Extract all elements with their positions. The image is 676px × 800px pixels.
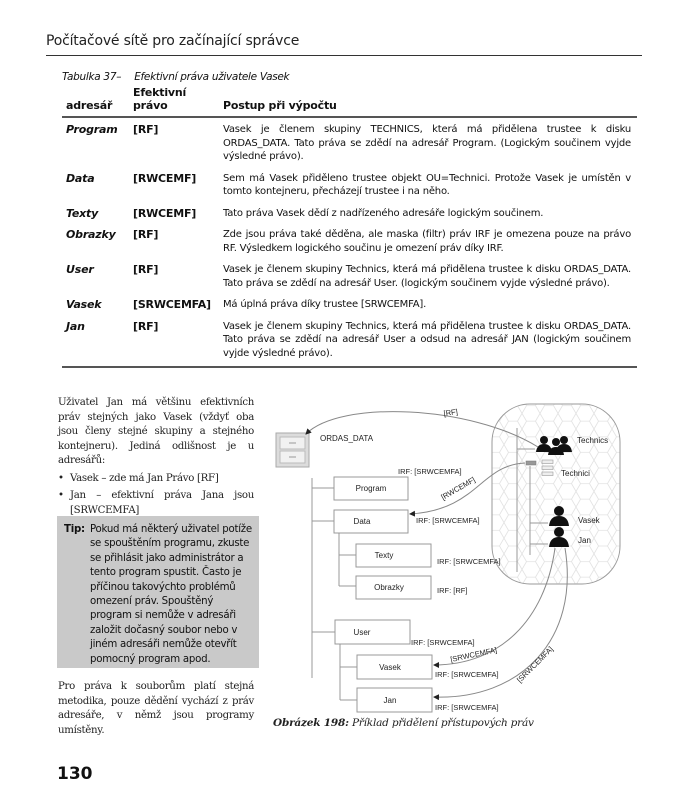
row-procedure: Má úplná práva díky trustee [SRWCEMFA]. <box>223 299 427 310</box>
folder-data[interactable] <box>334 510 408 533</box>
tip-box <box>57 516 259 668</box>
tip-label: Tip: <box>64 524 85 535</box>
folder-texty-label: Texty <box>374 551 394 560</box>
header-directory: adresář <box>66 99 113 112</box>
trustee-label-vasek: [SRWCEMFA] <box>449 645 498 664</box>
irf-program: IRF: [SRWCEMFA] <box>398 467 462 476</box>
group-label: Technics <box>577 436 609 445</box>
user-jan-label: Jan <box>578 536 591 545</box>
table-caption-title: Efektivní práva uživatele Vasek <box>134 71 290 83</box>
nds-tree-container <box>492 404 620 584</box>
header-rights-line2: právo <box>133 99 168 112</box>
folder-program-label: Program <box>355 484 387 493</box>
bullet-text: Jan – efektivní práva Jana jsou [SRWCEMFA] <box>70 490 254 516</box>
table-caption <box>62 71 289 83</box>
closing-paragraph: Pro práva k souborům platí stejná metodika, pouze dědění vychází z práv adresáře, v němž jsou programy umístěny. <box>58 681 254 736</box>
running-title: Počítačové sítě pro začínající správce <box>46 33 300 49</box>
table-row <box>62 117 637 167</box>
row-procedure: Sem má Vasek přiděleno trustee objekt OU=Technici. Protože Vasek je umístěn v tomto kontejneru, přecházejí trustee i na něho. <box>223 172 631 197</box>
header-procedure: Postup při výpočtu <box>223 99 337 112</box>
figure-caption <box>273 717 534 729</box>
irf-user: IRF: [SRWCEMFA] <box>411 638 475 647</box>
user-vasek-label: Vasek <box>578 516 600 525</box>
table-row <box>62 293 637 315</box>
row-directory: Program <box>66 123 118 136</box>
row-procedure: Zde jsou práva také děděna, ale maska (filtr) práv IRF je omezena pouze na právo RF. Výsledkem logického součinu je omezení práv díky IRF. <box>223 229 631 254</box>
effective-rights-table <box>62 86 637 368</box>
page-number: 130 <box>57 764 93 784</box>
irf-jan: IRF: [SRWCEMFA] <box>435 703 499 712</box>
table-bottom-rule <box>62 367 637 368</box>
ou-label: Technici <box>561 469 590 478</box>
tip-text: Pokud má některý uživatel potíže se spouštěním programu, zkuste se přihlásit jako administrátor a tento program spustit. Často je příčinou takovýchto problémů omezení práv. Spouštěný program si nemůže v adresáři založit dočasný soubor nebo v jiném adresáři nemůže otevřít pomocný program apod. <box>90 524 252 665</box>
row-rights: [RF] <box>133 319 159 333</box>
irf-vasek: IRF: [SRWCEMFA] <box>435 670 499 679</box>
folder-data-label: Data <box>353 517 371 526</box>
row-rights: [RF] <box>133 228 159 241</box>
trustee-label-rf: [RF] <box>443 407 459 418</box>
file-cabinet-icon <box>276 433 309 467</box>
bullet-text: Vasek – zde má Jan Právo [RF] <box>70 472 219 484</box>
table-row <box>62 202 637 224</box>
folder-texty[interactable] <box>356 544 431 567</box>
table-row <box>62 223 637 258</box>
bullet-item <box>58 489 254 518</box>
row-rights: [RF] <box>133 263 159 276</box>
intro-paragraph: Uživatel Jan má většinu efektivních práv stejných jako Vasek (vždyť oba jsou členy stejné skupiny a stejného kontejneru). Jediná odlišnost je u adresářů: <box>58 397 254 466</box>
row-directory: Jan <box>66 319 85 333</box>
header-rule <box>46 55 642 56</box>
folder-vasek-label: Vasek <box>379 663 401 672</box>
folder-jan-label: Jan <box>383 696 397 705</box>
row-directory: Texty <box>66 206 99 220</box>
row-procedure: Vasek je členem skupiny Technics, která má přidělena trustee k disku ORDAS_DATA. Tato práva se zdědí na adresář User. (logickým součinem vyjde výsledné právo). <box>223 264 631 289</box>
volume-label: ORDAS_DATA <box>320 434 374 443</box>
intro-section <box>58 396 254 521</box>
bullet-item <box>58 472 254 487</box>
bullet-icon: • <box>58 490 64 501</box>
row-directory: Data <box>66 171 95 185</box>
folder-user-label: User <box>353 628 371 637</box>
trustee-label-jan: [SRWCEMFA] <box>515 644 555 685</box>
row-rights: [RF] <box>133 123 159 136</box>
figure-title: Příklad přidělení přístupových práv <box>351 717 534 729</box>
figure-number: Obrázek 198: <box>273 717 349 729</box>
row-procedure: Vasek je členem skupiny TECHNICS, která má přidělena trustee k disku ORDAS_DATA. Tato práva se zdědí na adresář Program. (Logickým součinem vyjde výsledné právo). <box>223 124 631 162</box>
irf-data: IRF: [SRWCEMFA] <box>416 516 480 525</box>
row-procedure: Tato práva Vasek dědí z nadřízeného adresáře logickým součinem. <box>223 207 544 219</box>
bullet-icon: • <box>58 472 64 484</box>
table-caption-number: Tabulka 37– <box>62 71 122 83</box>
row-procedure: Vasek je členem skupiny Technics, která má přidělena trustee k disku ORDAS_DATA. Tato práva se zdědí na adresář User a odsud na adresář JAN (logickým součinem vyjde výsledné právo). <box>223 320 631 359</box>
table-row <box>62 258 637 293</box>
table-header-row <box>62 86 637 117</box>
row-rights: [RWCEMF] <box>133 206 197 220</box>
header-rights <box>129 86 219 117</box>
folder-obrazky-label: Obrazky <box>374 583 404 592</box>
bullet-list <box>58 472 254 519</box>
table-row <box>62 167 637 202</box>
row-rights: [RWCEMF] <box>133 171 197 185</box>
row-directory: User <box>66 263 94 276</box>
irf-obrazky: IRF: [RF] <box>437 586 468 595</box>
row-directory: Vasek <box>66 298 102 311</box>
table-row <box>62 315 637 368</box>
row-directory: Obrazky <box>66 228 116 241</box>
header-rights-line1: Efektivní <box>133 86 187 99</box>
folder-user[interactable] <box>335 620 410 644</box>
trustee-label-rwcemf: [RWCEMF] <box>439 475 477 502</box>
irf-texty: IRF: [SRWCEMFA] <box>437 557 501 566</box>
row-rights: [SRWCEMFA] <box>133 298 211 311</box>
